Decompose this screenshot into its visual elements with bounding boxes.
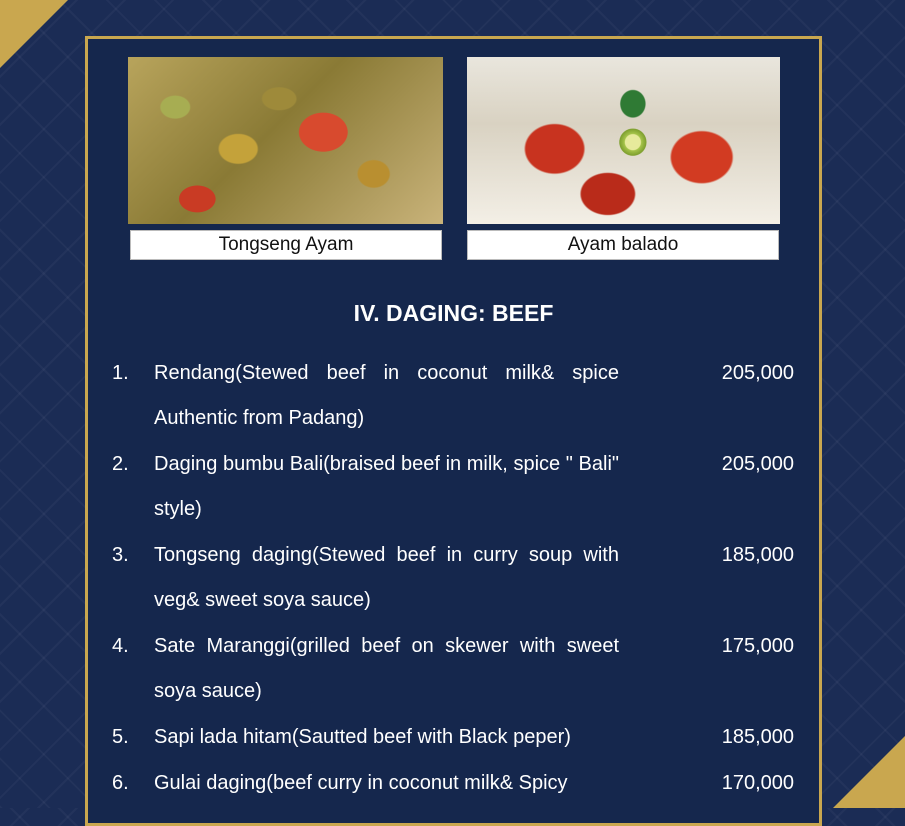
item-price: 170,000 — [721, 772, 794, 794]
item-price: 185,000 — [721, 544, 794, 566]
section-title: IV. DAGING: BEEF — [353, 300, 554, 326]
item-number: 6. — [112, 772, 129, 794]
item-price: 175,000 — [721, 635, 794, 657]
item-description: Tongseng daging(Stewed beef in curry soup with veg& sweet soya sauce) — [154, 544, 619, 611]
item-description: Sapi lada hitam(Sautted beef with Black peper) — [154, 726, 571, 748]
photo-caption: Tongseng Ayam — [130, 230, 442, 260]
item-description: Rendang(Stewed beef in coconut milk& spice Authentic from Padang) — [154, 362, 619, 429]
item-price: 205,000 — [721, 362, 794, 384]
item-description: Gulai daging(beef curry in coconut milk& Spicy — [154, 772, 568, 794]
dish-photo-tongseng-ayam — [128, 57, 443, 224]
photo-caption: Ayam balado — [467, 230, 779, 260]
gold-corner-top-left — [0, 0, 68, 68]
item-number: 3. — [112, 544, 129, 566]
item-number: 4. — [112, 635, 129, 657]
item-price: 205,000 — [721, 453, 794, 475]
gold-corner-bottom-right — [833, 736, 905, 808]
dish-photo-ayam-balado — [467, 57, 780, 224]
item-number: 2. — [112, 453, 129, 475]
item-number: 1. — [112, 362, 129, 384]
item-description: Sate Maranggi(grilled beef on skewer with sweet soya sauce) — [154, 635, 619, 702]
item-number: 5. — [112, 726, 129, 748]
item-price: 185,000 — [721, 726, 794, 748]
item-description: Daging bumbu Bali(braised beef in milk, spice " Bali" style) — [154, 453, 619, 520]
